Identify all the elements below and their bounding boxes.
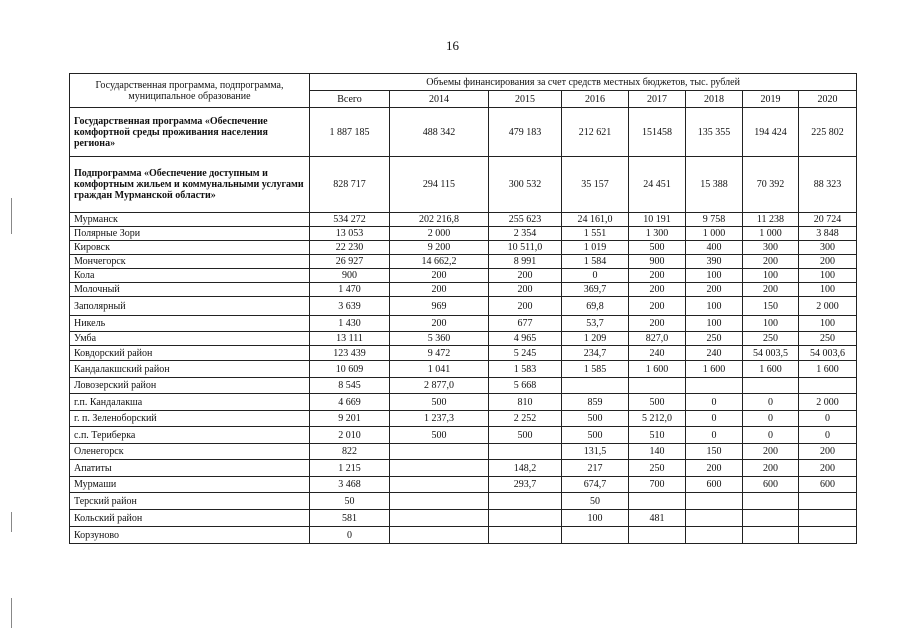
- row-name-cell: Заполярный: [70, 297, 310, 316]
- value-cell: 123 439: [310, 346, 390, 361]
- value-cell: 9 201: [310, 411, 390, 427]
- value-cell: 3 468: [310, 477, 390, 493]
- value-cell: 488 342: [390, 108, 489, 157]
- value-cell: 0: [562, 269, 629, 283]
- value-cell: 1 215: [310, 460, 390, 477]
- value-cell: 100: [686, 269, 743, 283]
- value-cell: 13 111: [310, 332, 390, 346]
- value-cell: 1 000: [743, 227, 799, 241]
- table-row: [70, 213, 857, 227]
- row-name-cell: Кандалакшский район: [70, 361, 310, 378]
- table-row: [70, 510, 857, 527]
- value-cell: [799, 510, 857, 527]
- value-cell: 200: [629, 283, 686, 297]
- table-row: [70, 427, 857, 444]
- table-row: [70, 527, 857, 544]
- value-cell: 510: [629, 427, 686, 444]
- row-name-cell: с.п. Териберка: [70, 427, 310, 444]
- value-cell: [390, 527, 489, 544]
- value-cell: 100: [743, 269, 799, 283]
- row-name-cell: Подпрограмма «Обеспечение доступным и комфортным жильем и коммунальными услугами граждан Мурманской области»: [70, 157, 310, 213]
- table-row: [70, 227, 857, 241]
- value-cell: 1 551: [562, 227, 629, 241]
- table-row: [70, 316, 857, 332]
- value-cell: 2 000: [390, 227, 489, 241]
- table-row: [70, 346, 857, 361]
- value-cell: 151458: [629, 108, 686, 157]
- value-cell: 69,8: [562, 297, 629, 316]
- column-header: 2016: [562, 91, 629, 108]
- value-cell: 10 609: [310, 361, 390, 378]
- row-name-cell: Полярные Зори: [70, 227, 310, 241]
- value-cell: [390, 444, 489, 460]
- table-row: [70, 255, 857, 269]
- value-cell: 828 717: [310, 157, 390, 213]
- value-cell: 200: [799, 460, 857, 477]
- value-cell: [743, 510, 799, 527]
- value-cell: 293,7: [489, 477, 562, 493]
- table-row: [70, 394, 857, 411]
- value-cell: 500: [629, 394, 686, 411]
- value-cell: 481: [629, 510, 686, 527]
- value-cell: 2 877,0: [390, 378, 489, 394]
- value-cell: 500: [390, 427, 489, 444]
- value-cell: 0: [743, 427, 799, 444]
- value-cell: 200: [743, 255, 799, 269]
- value-cell: 700: [629, 477, 686, 493]
- value-cell: 8 545: [310, 378, 390, 394]
- value-cell: 2 010: [310, 427, 390, 444]
- value-cell: 202 216,8: [390, 213, 489, 227]
- column-header: 2015: [489, 91, 562, 108]
- value-cell: 24 451: [629, 157, 686, 213]
- value-cell: 140: [629, 444, 686, 460]
- table-row: [70, 269, 857, 283]
- value-cell: 250: [743, 332, 799, 346]
- value-cell: 200: [686, 283, 743, 297]
- value-cell: 200: [743, 283, 799, 297]
- page-number: 16: [446, 38, 459, 53]
- value-cell: 14 662,2: [390, 255, 489, 269]
- value-cell: [743, 378, 799, 394]
- table-row: [70, 477, 857, 493]
- value-cell: 150: [743, 297, 799, 316]
- program-row: [70, 108, 857, 157]
- value-cell: 26 927: [310, 255, 390, 269]
- table-row: [70, 411, 857, 427]
- value-cell: 400: [686, 241, 743, 255]
- value-cell: 1 887 185: [310, 108, 390, 157]
- value-cell: 234,7: [562, 346, 629, 361]
- value-cell: 200: [799, 444, 857, 460]
- value-cell: 1 041: [390, 361, 489, 378]
- value-cell: 4 669: [310, 394, 390, 411]
- name-column-header: Государственная программа, подпрограмма, муниципальное образование: [70, 74, 310, 108]
- value-cell: [686, 527, 743, 544]
- value-cell: 581: [310, 510, 390, 527]
- value-cell: 8 991: [489, 255, 562, 269]
- value-cell: [562, 378, 629, 394]
- value-cell: 810: [489, 394, 562, 411]
- value-cell: 100: [799, 283, 857, 297]
- value-cell: [562, 527, 629, 544]
- value-cell: 50: [310, 493, 390, 510]
- value-cell: 1 300: [629, 227, 686, 241]
- column-header: 2014: [390, 91, 489, 108]
- value-cell: 0: [743, 394, 799, 411]
- value-cell: 500: [390, 394, 489, 411]
- value-cell: 217: [562, 460, 629, 477]
- row-name-cell: Молочный: [70, 283, 310, 297]
- funding-header: Объемы финансирования за счет средств местных бюджетов, тыс. рублей: [310, 74, 857, 91]
- value-cell: 200: [743, 460, 799, 477]
- value-cell: 300: [799, 241, 857, 255]
- value-cell: 3 848: [799, 227, 857, 241]
- value-cell: 148,2: [489, 460, 562, 477]
- value-cell: [390, 460, 489, 477]
- value-cell: 35 157: [562, 157, 629, 213]
- row-name-cell: Мурмаши: [70, 477, 310, 493]
- value-cell: 200: [629, 316, 686, 332]
- value-cell: 54 003,5: [743, 346, 799, 361]
- value-cell: [743, 527, 799, 544]
- funding-table: [69, 73, 857, 544]
- value-cell: 859: [562, 394, 629, 411]
- value-cell: 15 388: [686, 157, 743, 213]
- value-cell: [629, 527, 686, 544]
- table-row: [70, 332, 857, 346]
- value-cell: 2 000: [799, 394, 857, 411]
- value-cell: 1 583: [489, 361, 562, 378]
- value-cell: 131,5: [562, 444, 629, 460]
- row-name-cell: Терский район: [70, 493, 310, 510]
- value-cell: 135 355: [686, 108, 743, 157]
- value-cell: 1 600: [686, 361, 743, 378]
- column-header: 2020: [799, 91, 857, 108]
- row-name-cell: Оленегорск: [70, 444, 310, 460]
- value-cell: 1 600: [743, 361, 799, 378]
- value-cell: 5 245: [489, 346, 562, 361]
- value-cell: 4 965: [489, 332, 562, 346]
- value-cell: 250: [629, 460, 686, 477]
- table-row: [70, 378, 857, 394]
- row-name-cell: Никель: [70, 316, 310, 332]
- value-cell: 1 237,3: [390, 411, 489, 427]
- value-cell: 677: [489, 316, 562, 332]
- value-cell: [390, 510, 489, 527]
- value-cell: 22 230: [310, 241, 390, 255]
- value-cell: 0: [799, 427, 857, 444]
- row-name-cell: Государственная программа «Обеспечение комфортной среды проживания населения региона»: [70, 108, 310, 157]
- table-row: [70, 241, 857, 255]
- value-cell: 9 758: [686, 213, 743, 227]
- row-name-cell: г.п. Кандалакша: [70, 394, 310, 411]
- value-cell: 200: [390, 316, 489, 332]
- column-header: 2019: [743, 91, 799, 108]
- value-cell: [489, 493, 562, 510]
- value-cell: 24 161,0: [562, 213, 629, 227]
- value-cell: 255 623: [489, 213, 562, 227]
- value-cell: 200: [489, 297, 562, 316]
- value-cell: [686, 510, 743, 527]
- value-cell: 194 424: [743, 108, 799, 157]
- value-cell: 100: [562, 510, 629, 527]
- value-cell: 1 584: [562, 255, 629, 269]
- value-cell: 100: [799, 269, 857, 283]
- value-cell: 300 532: [489, 157, 562, 213]
- value-cell: 13 053: [310, 227, 390, 241]
- column-header: 2018: [686, 91, 743, 108]
- table-row: [70, 361, 857, 378]
- value-cell: [390, 477, 489, 493]
- value-cell: 600: [686, 477, 743, 493]
- value-cell: 54 003,6: [799, 346, 857, 361]
- value-cell: [629, 493, 686, 510]
- scan-edge-mark: [11, 512, 12, 532]
- value-cell: 200: [686, 460, 743, 477]
- value-cell: 88 323: [799, 157, 857, 213]
- row-name-cell: Мурманск: [70, 213, 310, 227]
- value-cell: 1 000: [686, 227, 743, 241]
- value-cell: 240: [686, 346, 743, 361]
- value-cell: [686, 378, 743, 394]
- row-name-cell: Кировск: [70, 241, 310, 255]
- value-cell: [390, 493, 489, 510]
- value-cell: 10 511,0: [489, 241, 562, 255]
- value-cell: 5 360: [390, 332, 489, 346]
- row-name-cell: Ковдорский район: [70, 346, 310, 361]
- value-cell: 1 430: [310, 316, 390, 332]
- value-cell: [489, 444, 562, 460]
- value-cell: [489, 527, 562, 544]
- row-name-cell: Мончегорск: [70, 255, 310, 269]
- value-cell: [799, 527, 857, 544]
- column-header: Всего: [310, 91, 390, 108]
- value-cell: 11 238: [743, 213, 799, 227]
- row-name-cell: Кола: [70, 269, 310, 283]
- value-cell: 20 724: [799, 213, 857, 227]
- value-cell: 900: [629, 255, 686, 269]
- value-cell: 1 209: [562, 332, 629, 346]
- row-name-cell: г. п. Зеленоборский: [70, 411, 310, 427]
- value-cell: 294 115: [390, 157, 489, 213]
- value-cell: 0: [743, 411, 799, 427]
- value-cell: 3 639: [310, 297, 390, 316]
- value-cell: 1 600: [799, 361, 857, 378]
- value-cell: 2 000: [799, 297, 857, 316]
- value-cell: 200: [489, 269, 562, 283]
- value-cell: 100: [799, 316, 857, 332]
- row-name-cell: Кольский район: [70, 510, 310, 527]
- value-cell: [743, 493, 799, 510]
- table-row: [70, 297, 857, 316]
- value-cell: [629, 378, 686, 394]
- value-cell: 600: [799, 477, 857, 493]
- value-cell: 1 585: [562, 361, 629, 378]
- value-cell: 500: [562, 411, 629, 427]
- value-cell: 1 600: [629, 361, 686, 378]
- scan-edge-mark: [11, 598, 12, 628]
- program-row: [70, 157, 857, 213]
- value-cell: 200: [799, 255, 857, 269]
- value-cell: 822: [310, 444, 390, 460]
- value-cell: 600: [743, 477, 799, 493]
- value-cell: 500: [629, 241, 686, 255]
- value-cell: 5 668: [489, 378, 562, 394]
- value-cell: 0: [686, 427, 743, 444]
- value-cell: 0: [310, 527, 390, 544]
- value-cell: [799, 493, 857, 510]
- value-cell: 1 470: [310, 283, 390, 297]
- value-cell: 300: [743, 241, 799, 255]
- row-name-cell: Ловозерский район: [70, 378, 310, 394]
- value-cell: 100: [686, 316, 743, 332]
- row-name-cell: Апатиты: [70, 460, 310, 477]
- value-cell: 250: [799, 332, 857, 346]
- value-cell: 534 272: [310, 213, 390, 227]
- row-name-cell: Корзуново: [70, 527, 310, 544]
- value-cell: 2 354: [489, 227, 562, 241]
- value-cell: 369,7: [562, 283, 629, 297]
- value-cell: 70 392: [743, 157, 799, 213]
- value-cell: 240: [629, 346, 686, 361]
- value-cell: 827,0: [629, 332, 686, 346]
- value-cell: 500: [562, 427, 629, 444]
- table-row: [70, 493, 857, 510]
- value-cell: [686, 493, 743, 510]
- column-header: 2017: [629, 91, 686, 108]
- value-cell: 0: [686, 394, 743, 411]
- value-cell: [799, 378, 857, 394]
- value-cell: 212 621: [562, 108, 629, 157]
- value-cell: 100: [686, 297, 743, 316]
- table-row: [70, 444, 857, 460]
- value-cell: 150: [686, 444, 743, 460]
- value-cell: 674,7: [562, 477, 629, 493]
- value-cell: 2 252: [489, 411, 562, 427]
- value-cell: 200: [743, 444, 799, 460]
- value-cell: 900: [310, 269, 390, 283]
- table-row: [70, 460, 857, 477]
- value-cell: 200: [629, 269, 686, 283]
- value-cell: 225 802: [799, 108, 857, 157]
- header-row-top: [70, 74, 857, 91]
- value-cell: 200: [629, 297, 686, 316]
- row-name-cell: Умба: [70, 332, 310, 346]
- table-row: [70, 283, 857, 297]
- value-cell: 0: [799, 411, 857, 427]
- value-cell: 1 019: [562, 241, 629, 255]
- value-cell: 5 212,0: [629, 411, 686, 427]
- value-cell: 9 200: [390, 241, 489, 255]
- value-cell: 969: [390, 297, 489, 316]
- value-cell: 10 191: [629, 213, 686, 227]
- value-cell: 479 183: [489, 108, 562, 157]
- value-cell: 0: [686, 411, 743, 427]
- value-cell: 50: [562, 493, 629, 510]
- value-cell: 390: [686, 255, 743, 269]
- value-cell: 200: [489, 283, 562, 297]
- value-cell: 200: [390, 269, 489, 283]
- value-cell: [489, 510, 562, 527]
- scan-edge-mark: [11, 198, 12, 234]
- value-cell: 100: [743, 316, 799, 332]
- value-cell: 9 472: [390, 346, 489, 361]
- value-cell: 200: [390, 283, 489, 297]
- value-cell: 500: [489, 427, 562, 444]
- value-cell: 53,7: [562, 316, 629, 332]
- value-cell: 250: [686, 332, 743, 346]
